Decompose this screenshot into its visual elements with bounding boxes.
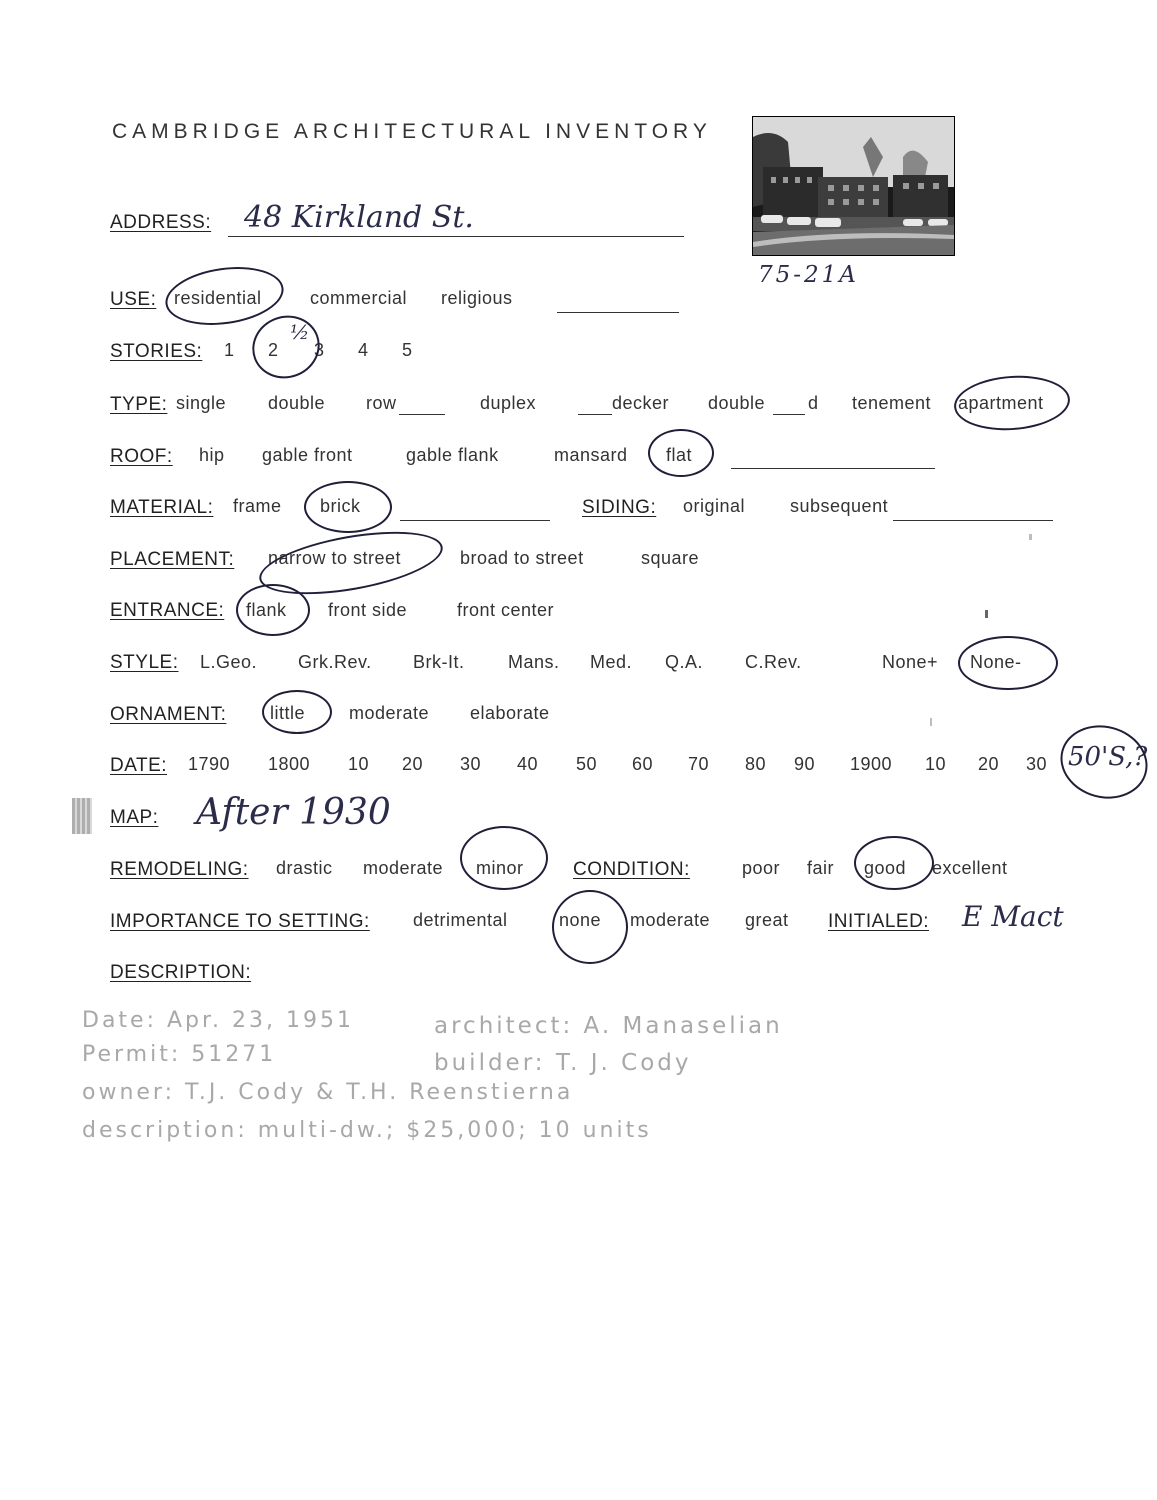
remodeling-option-drastic[interactable]: drastic xyxy=(276,858,333,878)
type-double-d-line xyxy=(773,414,805,415)
date-option-90[interactable]: 90 xyxy=(794,754,816,774)
entrance-option-flank[interactable]: flank xyxy=(246,600,287,620)
placement-option-square[interactable]: square xyxy=(641,548,700,568)
siding-option-original[interactable]: original xyxy=(683,496,746,516)
use-option-residential[interactable]: residential xyxy=(174,288,262,308)
style-option-grkrev[interactable]: Grk.Rev. xyxy=(298,652,372,672)
siding-other-line xyxy=(893,520,1053,521)
material-selection-circle xyxy=(304,481,392,533)
date-annotation: 50'S,? xyxy=(1068,742,1148,772)
date-option-40[interactable]: 40 xyxy=(517,754,539,774)
type-selection-circle xyxy=(952,372,1071,434)
roof-label: ROOF: xyxy=(110,446,173,467)
description-text: description: multi-dw.; $25,000; 10 units xyxy=(82,1118,652,1143)
date-option-60[interactable]: 60 xyxy=(632,754,654,774)
type-label: TYPE: xyxy=(110,394,168,415)
stories-option-5[interactable]: 5 xyxy=(402,340,413,360)
type-decker-line xyxy=(578,414,612,415)
roof-other-line xyxy=(731,468,935,469)
photo-number: 75-21A xyxy=(758,262,859,288)
placement-label: PLACEMENT: xyxy=(110,549,235,570)
date-selection-circle xyxy=(1052,716,1156,808)
ornament-option-elaborate[interactable]: elaborate xyxy=(470,703,550,723)
material-option-brick[interactable]: brick xyxy=(320,496,361,516)
style-option-none-minus[interactable]: None- xyxy=(970,652,1022,672)
date-option-80[interactable]: 80 xyxy=(745,754,767,774)
entrance-label: ENTRANCE: xyxy=(110,600,225,621)
type-option-tenement[interactable]: tenement xyxy=(852,393,932,413)
ornament-selection-circle xyxy=(262,690,332,734)
scan-speck xyxy=(1029,534,1032,540)
date-option-1790[interactable]: 1790 xyxy=(188,754,231,774)
building-photo xyxy=(752,116,955,256)
importance-label: IMPORTANCE TO SETTING: xyxy=(110,911,370,932)
date-option-1900[interactable]: 1900 xyxy=(850,754,893,774)
siding-option-subsequent[interactable]: subsequent xyxy=(790,496,889,516)
placement-option-narrow[interactable]: narrow to street xyxy=(268,548,402,568)
importance-option-moderate[interactable]: moderate xyxy=(630,910,711,930)
stories-option-2[interactable]: 2 xyxy=(268,340,279,360)
remodeling-selection-circle xyxy=(460,826,548,890)
remodeling-option-moderate[interactable]: moderate xyxy=(363,858,444,878)
style-option-none-plus[interactable]: None+ xyxy=(882,652,939,672)
initialed-label: INITIALED: xyxy=(828,911,930,932)
building-photo-image xyxy=(753,117,954,255)
condition-option-good[interactable]: good xyxy=(864,858,907,878)
type-option-double[interactable]: double xyxy=(268,393,326,413)
roof-selection-circle xyxy=(648,429,714,477)
condition-option-poor[interactable]: poor xyxy=(742,858,781,878)
type-option-decker[interactable]: decker xyxy=(612,393,670,413)
type-option-row[interactable]: row xyxy=(366,393,397,413)
initialed-value: E Mact xyxy=(962,900,1064,933)
ornament-label: ORNAMENT: xyxy=(110,704,227,725)
style-option-crev[interactable]: C.Rev. xyxy=(745,652,802,672)
date-option-1910[interactable]: 10 xyxy=(925,754,947,774)
use-label: USE: xyxy=(110,289,157,310)
condition-label: CONDITION: xyxy=(573,859,690,880)
style-option-lgeo[interactable]: L.Geo. xyxy=(200,652,258,672)
address-label: ADDRESS: xyxy=(110,212,212,233)
entrance-option-front-center[interactable]: front center xyxy=(457,600,555,620)
use-option-religious[interactable]: religious xyxy=(441,288,513,308)
stories-option-3[interactable]: 3 xyxy=(314,340,325,360)
use-other-line xyxy=(557,312,679,313)
stories-half-annotation: ½ xyxy=(290,320,310,344)
date-option-70[interactable]: 70 xyxy=(688,754,710,774)
roof-option-hip[interactable]: hip xyxy=(199,445,225,465)
style-option-med[interactable]: Med. xyxy=(590,652,633,672)
date-option-10[interactable]: 10 xyxy=(348,754,370,774)
style-label: STYLE: xyxy=(110,652,179,673)
date-option-20[interactable]: 20 xyxy=(402,754,424,774)
ornament-option-moderate[interactable]: moderate xyxy=(349,703,430,723)
type-option-single[interactable]: single xyxy=(176,393,227,413)
condition-selection-circle xyxy=(854,836,934,890)
type-option-double-d[interactable]: double xyxy=(708,393,766,413)
date-label: DATE: xyxy=(110,755,168,776)
description-builder: builder: T. J. Cody xyxy=(434,1050,692,1076)
style-option-brkit[interactable]: Brk-It. xyxy=(413,652,465,672)
stories-option-4[interactable]: 4 xyxy=(358,340,369,360)
use-option-commercial[interactable]: commercial xyxy=(310,288,408,308)
style-option-qa[interactable]: Q.A. xyxy=(665,652,704,672)
stories-option-1[interactable]: 1 xyxy=(224,340,235,360)
placement-option-broad[interactable]: broad to street xyxy=(460,548,584,568)
map-label: MAP: xyxy=(110,807,159,828)
description-date: Date: Apr. 23, 1951 xyxy=(82,1008,354,1033)
entrance-selection-circle xyxy=(236,584,310,636)
importance-option-none[interactable]: none xyxy=(559,910,602,930)
roof-option-flat[interactable]: flat xyxy=(666,445,693,465)
date-option-50[interactable]: 50 xyxy=(576,754,598,774)
description-label: DESCRIPTION: xyxy=(110,962,252,983)
roof-option-gable-flank[interactable]: gable flank xyxy=(406,445,499,465)
siding-label: SIDING: xyxy=(582,497,657,518)
remodeling-label: REMODELING: xyxy=(110,859,249,880)
date-option-30[interactable]: 30 xyxy=(460,754,482,774)
importance-selection-circle xyxy=(552,890,628,964)
importance-option-detrimental[interactable]: detrimental xyxy=(413,910,508,930)
scan-speck xyxy=(930,718,932,726)
material-option-frame[interactable]: frame xyxy=(233,496,282,516)
description-permit: Permit: 51271 xyxy=(82,1042,277,1067)
stories-label: STORIES: xyxy=(110,341,203,362)
style-selection-circle xyxy=(958,636,1058,690)
condition-option-excellent[interactable]: excellent xyxy=(932,858,1008,878)
date-option-1800[interactable]: 1800 xyxy=(268,754,311,774)
style-option-mans[interactable]: Mans. xyxy=(508,652,560,672)
scan-smudge xyxy=(72,798,92,834)
roof-option-mansard[interactable]: mansard xyxy=(554,445,628,465)
type-option-apartment[interactable]: apartment xyxy=(958,393,1044,413)
form-title: CAMBRIDGE ARCHITECTURAL INVENTORY xyxy=(112,120,712,143)
description-architect: architect: A. Manaselian xyxy=(434,1013,783,1039)
type-option-duplex[interactable]: duplex xyxy=(480,393,537,413)
ornament-option-little[interactable]: little xyxy=(270,703,306,723)
map-value: After 1930 xyxy=(196,792,391,833)
type-row-line xyxy=(399,414,445,415)
type-option-d[interactable]: d xyxy=(808,393,819,413)
remodeling-option-minor[interactable]: minor xyxy=(476,858,524,878)
date-option-1930[interactable]: 30 xyxy=(1026,754,1048,774)
stories-selection-circle xyxy=(243,306,328,388)
entrance-option-front-side[interactable]: front side xyxy=(328,600,408,620)
description-owner: owner: T.J. Cody & T.H. Reenstierna xyxy=(82,1080,574,1105)
material-label: MATERIAL: xyxy=(110,497,214,518)
address-line xyxy=(228,236,684,237)
scan-speck xyxy=(985,610,988,618)
importance-option-great[interactable]: great xyxy=(745,910,789,930)
date-option-1920[interactable]: 20 xyxy=(978,754,1000,774)
roof-option-gable-front[interactable]: gable front xyxy=(262,445,353,465)
address-value: 48 Kirkland St. xyxy=(244,200,474,235)
material-other-line xyxy=(400,520,550,521)
condition-option-fair[interactable]: fair xyxy=(807,858,835,878)
